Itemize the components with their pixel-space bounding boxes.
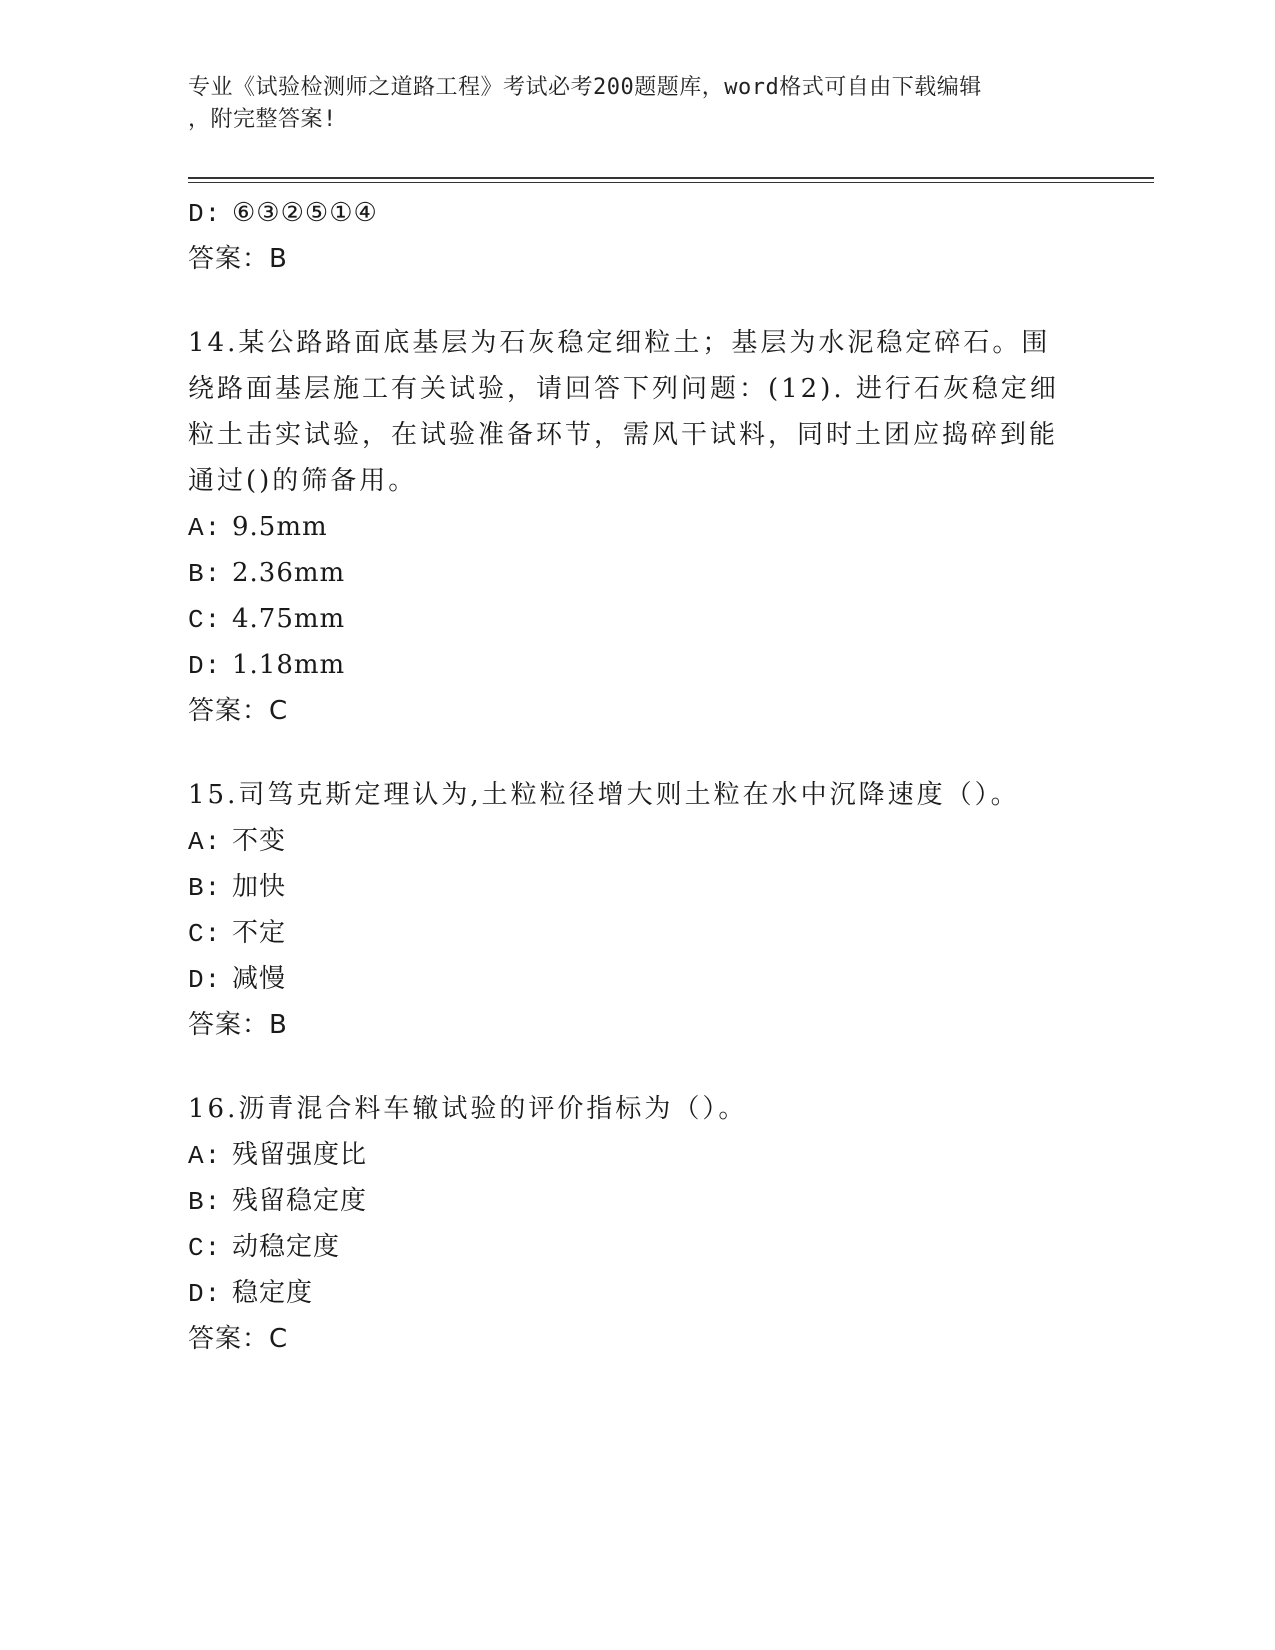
option-key: C:: [188, 919, 222, 949]
option-key: A:: [188, 827, 222, 857]
q16-option-b: [188, 1178, 1088, 1224]
option-text: 加快: [232, 872, 287, 902]
option-text: 减慢: [232, 964, 287, 994]
option-key: A:: [188, 1141, 222, 1171]
q16-answer: 答案：C: [188, 1324, 289, 1354]
header-rule-thick: [188, 177, 1154, 179]
page-header: [188, 72, 1088, 136]
option-text: 1.18mm: [232, 650, 346, 680]
option-key: A:: [188, 513, 222, 543]
q16-option-c: [188, 1224, 1088, 1270]
option-key: D:: [188, 965, 222, 995]
header-line-1: 专业《试验检测师之道路工程》考试必考200题题库，word格式可自由下载编辑: [188, 75, 982, 100]
option-key: B:: [188, 559, 222, 589]
q14-option-b: [188, 550, 1088, 596]
option-key: D:: [188, 1279, 222, 1309]
option-text: 不变: [232, 826, 287, 856]
option-key: C:: [188, 605, 222, 635]
header-line-2: ，附完整答案!: [188, 107, 337, 132]
q14-answer: 答案：C: [188, 696, 289, 726]
q13-answer: 答案：B: [188, 244, 288, 274]
option-text: 稳定度: [232, 1278, 314, 1308]
option-key: C:: [188, 1233, 222, 1263]
q14-option-a: [188, 504, 1088, 550]
option-text: 残留稳定度: [232, 1186, 368, 1216]
header-rule-thin: [188, 182, 1154, 183]
q14-option-d: [188, 642, 1088, 688]
q14-option-c: [188, 596, 1088, 642]
option-text: 9.5mm: [232, 512, 328, 542]
question-16-text: 16.沥青混合料车辙试验的评价指标为（）。: [188, 1094, 748, 1124]
q15-option-a: [188, 818, 1088, 864]
option-key: D:: [188, 199, 222, 229]
q15-option-b: [188, 864, 1088, 910]
question-15-text: 15.司笃克斯定理认为,土粒粒径增大则土粒在水中沉降速度（）。: [188, 780, 1020, 810]
q16-option-d: [188, 1270, 1088, 1316]
q15-answer: 答案：B: [188, 1010, 288, 1040]
q16-option-a: [188, 1132, 1088, 1178]
option-key: D:: [188, 651, 222, 681]
option-text: 4.75mm: [232, 604, 346, 634]
option-key: B:: [188, 1187, 222, 1217]
option-text: 2.36mm: [232, 558, 346, 588]
option-text: 动稳定度: [232, 1232, 341, 1262]
q13-option-d: [188, 190, 1088, 236]
document-body: [188, 190, 1088, 1362]
option-text: 不定: [232, 918, 287, 948]
question-14-text: 14.某公路路面底基层为石灰稳定细粒土；基层为水泥稳定碎石。围绕路面基层施工有关试验，请回答下列问题：(12). 进行石灰稳定细粒土击实试验，在试验准备环节，需风干试料，同时土团应捣碎到能通过()的筛备用。: [188, 328, 1059, 496]
option-text: 残留强度比: [232, 1140, 368, 1170]
q15-option-c: [188, 910, 1088, 956]
option-key: B:: [188, 873, 222, 903]
option-text: ⑥③②⑤①④: [232, 198, 378, 228]
q15-option-d: [188, 956, 1088, 1002]
